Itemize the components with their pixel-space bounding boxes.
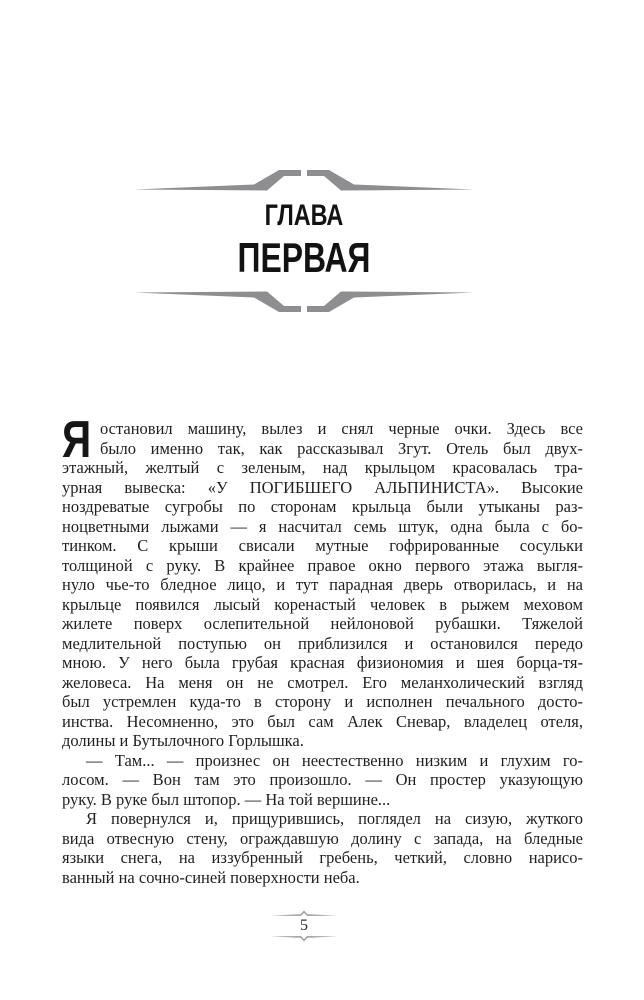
text-line: был устремлен куда-то в сторону и исполнен печального досто- bbox=[62, 692, 583, 711]
text-line: лосом. — Вон там это произошло. — Он простер указующую bbox=[62, 770, 583, 789]
text-line: тинком. С крыши свисали мутные гофрированные сосульки bbox=[62, 536, 583, 555]
text-line: желовеса. На меня он не смотрел. Его меланхолический взгляд bbox=[62, 672, 583, 692]
text-line: нуло чье-то бледное лицо, и тут парадная дверь отворилась, и на bbox=[62, 575, 583, 594]
drop-cap: Я bbox=[62, 411, 92, 469]
text-line: языки снега, на иззубренный гребень, четкий, словно нарисо- bbox=[62, 848, 583, 867]
text-line: вида отвесную стену, ограждавшую долину с запада, на бледные bbox=[62, 828, 583, 848]
body-text bbox=[62, 411, 583, 887]
chapter-ornament-top-icon bbox=[134, 167, 474, 193]
text-line: этажный, желтый с зеленым, над крыльцом красовалась тра- bbox=[62, 458, 583, 477]
text-line: было именно так, как рассказывал Згут. Отель был двух- bbox=[100, 438, 583, 458]
text-line: толщиной с руку. В крайнее правое окно первого этажа выгля- bbox=[62, 555, 583, 575]
paragraph bbox=[62, 751, 583, 810]
paragraph bbox=[62, 411, 583, 751]
folio-ornament-top-icon bbox=[271, 908, 337, 917]
text-line: медлительной поступью он приблизился и остановился передо bbox=[62, 633, 583, 653]
text-line: ванный на сочно-синей поверхности неба. bbox=[62, 867, 360, 887]
text-line: мною. У него была грубая красная физиономия и шея борца-тя- bbox=[62, 653, 583, 672]
text-line: ноздреватые сугробы по сторонам крыльца были утыканы раз- bbox=[62, 497, 583, 516]
text-line: ноцветными лыжами — я насчитал семь штук, одна была с бо- bbox=[62, 516, 583, 536]
chapter-label: ГЛАВА bbox=[264, 199, 344, 232]
chapter-title: ПЕРВАЯ bbox=[237, 234, 371, 281]
paragraph bbox=[62, 809, 583, 887]
text-line: долины и Бутылочного Горлышка. bbox=[62, 731, 304, 750]
text-line: руку. В руке был штопор. — На той вершине... bbox=[62, 789, 391, 809]
text-line: инства. Несомненно, это был сам Алек Сневар, владелец отеля, bbox=[62, 711, 583, 731]
folio-ornament-bottom-icon bbox=[271, 935, 337, 944]
text-line: жилете поверх ослепительной нейлоновой рубашки. Тяжелой bbox=[62, 614, 583, 633]
text-line: — Там... — произнес он неестественно низким и глухим го- bbox=[86, 750, 583, 770]
text-line: урная вывеска: «У ПОГИБШЕГО АЛЬПИНИСТА». Высокие bbox=[62, 477, 583, 497]
text-line: крыльце появился лысый коренастый человек в рыжем меховом bbox=[62, 594, 583, 614]
text-line: Я повернулся и, прищурившись, поглядел на сизую, жуткого bbox=[86, 809, 583, 828]
text-line: остановил машину, вылез и снял черные очки. Здесь все bbox=[100, 419, 583, 438]
page-number: 5 bbox=[300, 917, 308, 934]
page-footer bbox=[271, 908, 337, 944]
chapter-ornament-bottom-icon bbox=[134, 289, 474, 315]
